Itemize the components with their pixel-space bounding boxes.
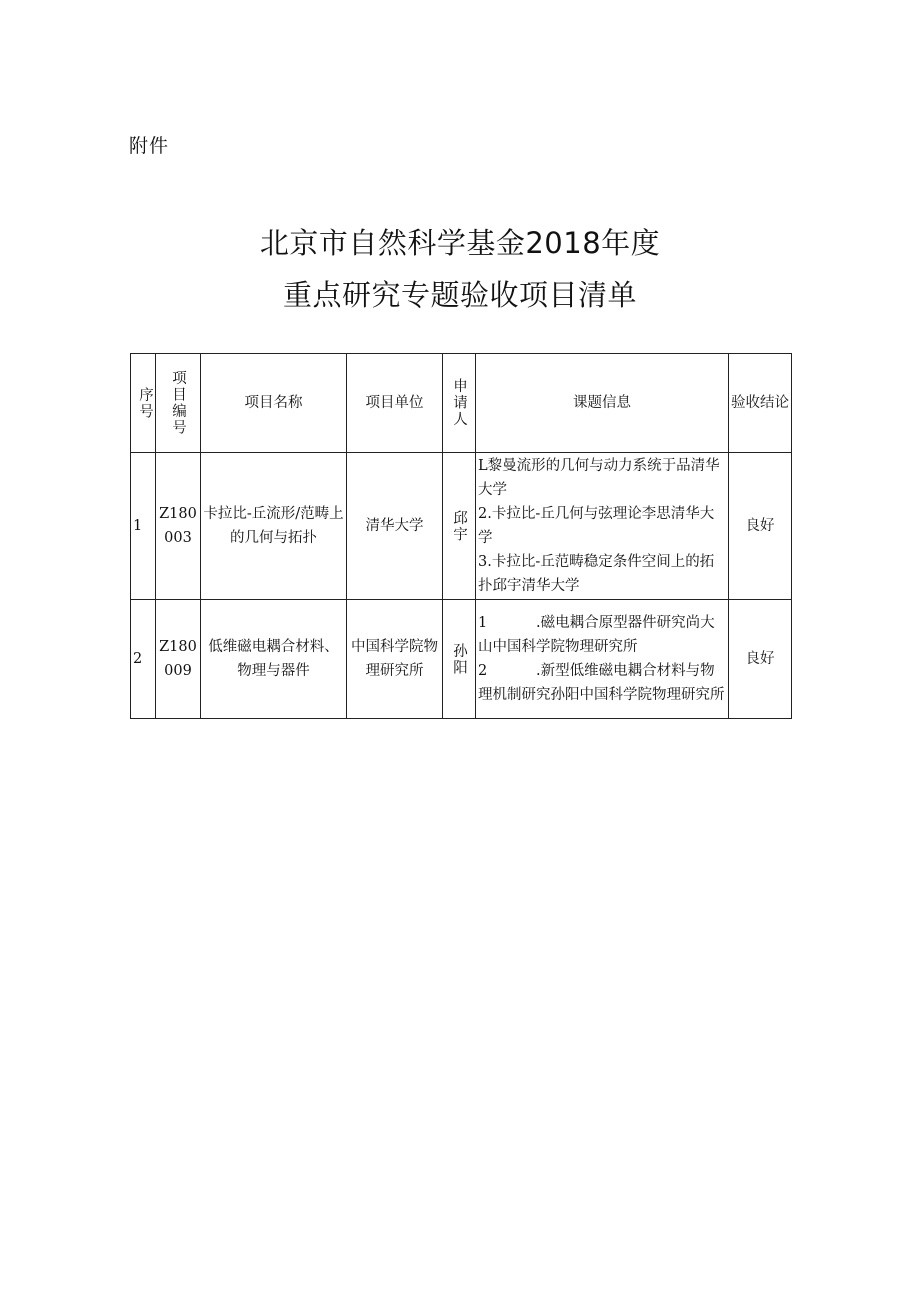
row-conclusion: 良好 <box>729 600 792 719</box>
header-code: 项目编号 <box>156 354 201 453</box>
header-unit: 项目单位 <box>347 354 443 453</box>
attachment-label: 附件 <box>129 135 170 157</box>
header-applicant: 申请人 <box>443 354 476 453</box>
topic-item: L黎曼流形的几何与动力系统于品清华大学 <box>478 458 720 498</box>
row-topics <box>476 600 729 719</box>
row-code: Z180003 <box>156 453 201 600</box>
project-list-table <box>130 353 792 719</box>
row-unit: 清华大学 <box>347 453 443 600</box>
row-name: 低维磁电耦合材料、物理与器件 <box>201 600 347 719</box>
row-seq: 2 <box>131 600 156 719</box>
topic-text: .新型低维磁电耦合材料与物理机制研究孙阳中国科学院物理研究所 <box>478 663 725 703</box>
document-title-line-1: 北京市自然科学基金2018年度 <box>259 226 661 260</box>
header-topics: 课题信息 <box>476 354 729 453</box>
row-code: Z180009 <box>156 600 201 719</box>
row-applicant: 孙阳 <box>443 600 476 719</box>
header-name: 项目名称 <box>201 354 347 453</box>
table-header-row <box>131 354 792 453</box>
header-seq: 序号 <box>131 354 156 453</box>
topic-item: 3.卡拉比-丘范畴稳定条件空间上的拓扑邱宇清华大学 <box>478 554 715 594</box>
topic-number: 2 <box>478 663 488 679</box>
topic-item <box>478 611 726 659</box>
topic-text: .磁电耦合原型器件研究尚大山中国科学院物理研究所 <box>478 615 715 655</box>
row-seq: 1 <box>131 453 156 600</box>
row-applicant: 邱宇 <box>443 453 476 600</box>
header-conclusion: 验收结论 <box>729 354 792 453</box>
table-row <box>131 453 792 600</box>
table-row <box>131 600 792 719</box>
topic-item <box>478 659 726 707</box>
topic-number: 1 <box>478 615 488 631</box>
row-name: 卡拉比-丘流形/范畴上的几何与拓扑 <box>201 453 347 600</box>
topic-item: 2.卡拉比-丘几何与弦理论李思清华大学 <box>478 506 715 546</box>
row-conclusion: 良好 <box>729 453 792 600</box>
document-title-line-2: 重点研究专题验收项目清单 <box>282 278 637 312</box>
row-topics <box>476 453 729 600</box>
row-unit: 中国科学院物理研究所 <box>347 600 443 719</box>
